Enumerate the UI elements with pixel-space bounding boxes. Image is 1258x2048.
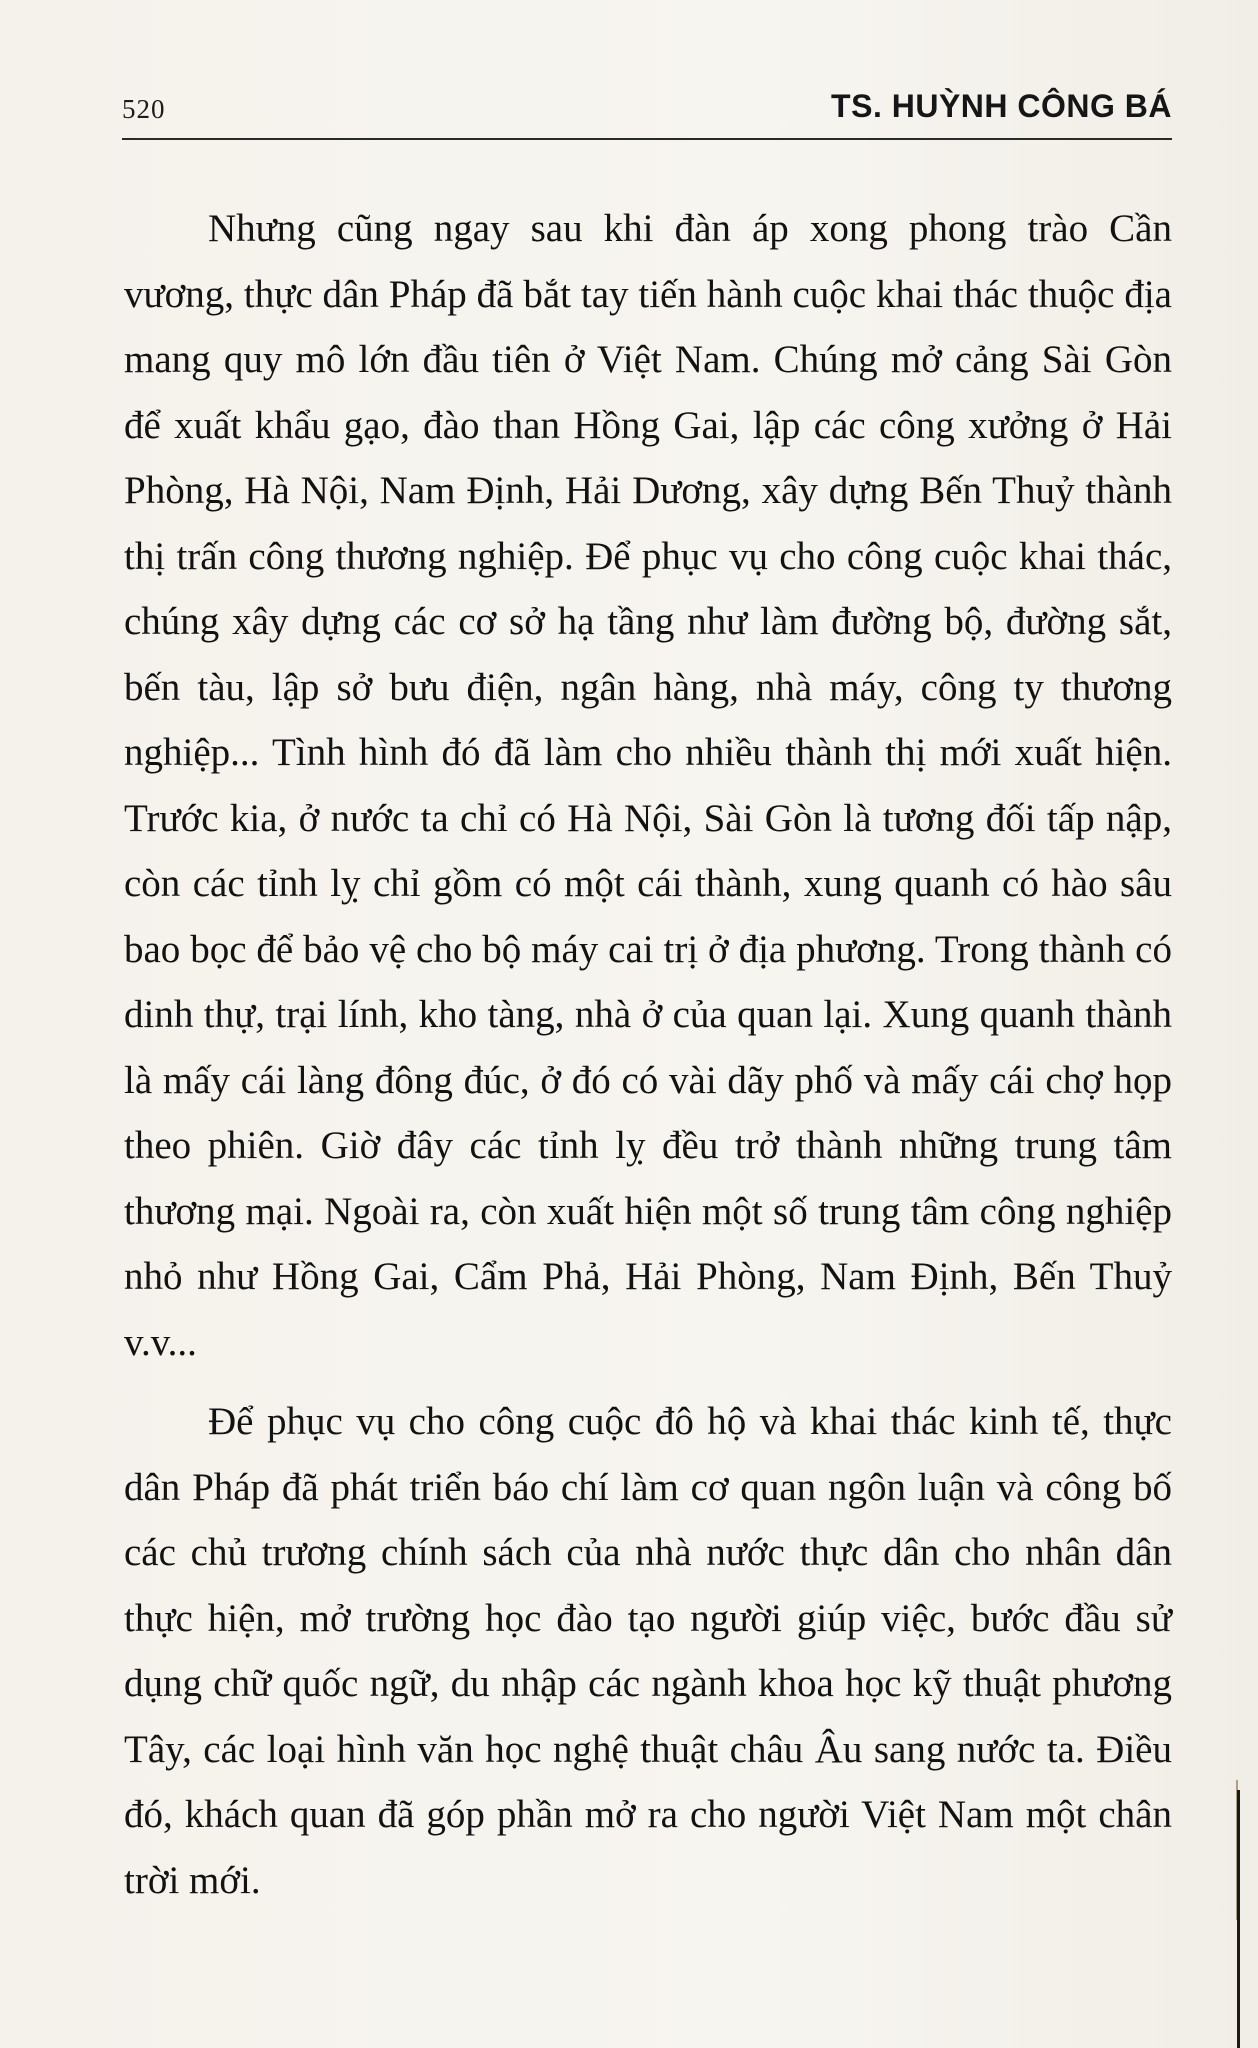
page-number: 520 — [122, 94, 166, 124]
running-head-author: TS. HUỲNH CÔNG BÁ — [831, 88, 1172, 124]
body-text — [124, 196, 1172, 1913]
header-rule — [122, 138, 1172, 140]
page-header — [122, 88, 1172, 132]
paragraph-1: Nhưng cũng ngay sau khi đàn áp xong phong trào Cần vương, thực dân Pháp đã bắt tay tiến hành cuộc khai thác thuộc địa mang quy mô lớn đầu tiên ở Việt Nam. Chúng mở cảng Sài Gòn để xuất khẩu gạo, đào than Hồng Gai, lập các công xưởng ở Hải Phòng, Hà Nội, Nam Định, Hải Dương, xây dựng Bến Thuỷ thành thị trấn công thương nghiệp. Để phục vụ cho công cuộc khai thác, chúng xây dựng các cơ sở hạ tầng như làm đường bộ, đường sắt, bến tàu, lập sở bưu điện, ngân hàng, nhà máy, công ty thương nghiệp... Tình hình đó đã làm cho nhiều thành thị mới xuất hiện. Trước kia, ở nước ta chỉ có Hà Nội, Sài Gòn là tương đối tấp nập, còn các tỉnh lỵ chỉ gồm có một cái thành, xung quanh có hào sâu bao bọc để bảo vệ cho bộ máy cai trị ở địa phương. Trong thành có dinh thự, trại lính, kho tàng, nhà ở của quan lại. Xung quanh thành là mấy cái làng đông đúc, ở đó có vài dãy phố và mấy cái chợ họp theo phiên. Giờ đây các tỉnh lỵ đều trở thành những trung tâm thương mại. Ngoài ra, còn xuất hiện một số trung tâm công nghiệp nhỏ như Hồng Gai, Cẩm Phả, Hải Phòng, Nam Định, Bến Thuỷ v.v... — [124, 207, 1172, 1364]
paragraph-2: Để phục vụ cho công cuộc đô hộ và khai thác kinh tế, thực dân Pháp đã phát triển báo chí làm cơ quan ngôn luận và công bố các chủ trương chính sách của nhà nước thực dân cho nhân dân thực hiện, mở trường học đào tạo người giúp việc, bước đầu sử dụng chữ quốc ngữ, du nhập các ngành khoa học kỹ thuật phương Tây, các loại hình văn học nghệ thuật châu Âu sang nước ta. Điều đó, khách quan đã góp phần mở ra cho người Việt Nam một chân trời mới. — [124, 1400, 1172, 1902]
page-edge-line — [1237, 1790, 1240, 2048]
